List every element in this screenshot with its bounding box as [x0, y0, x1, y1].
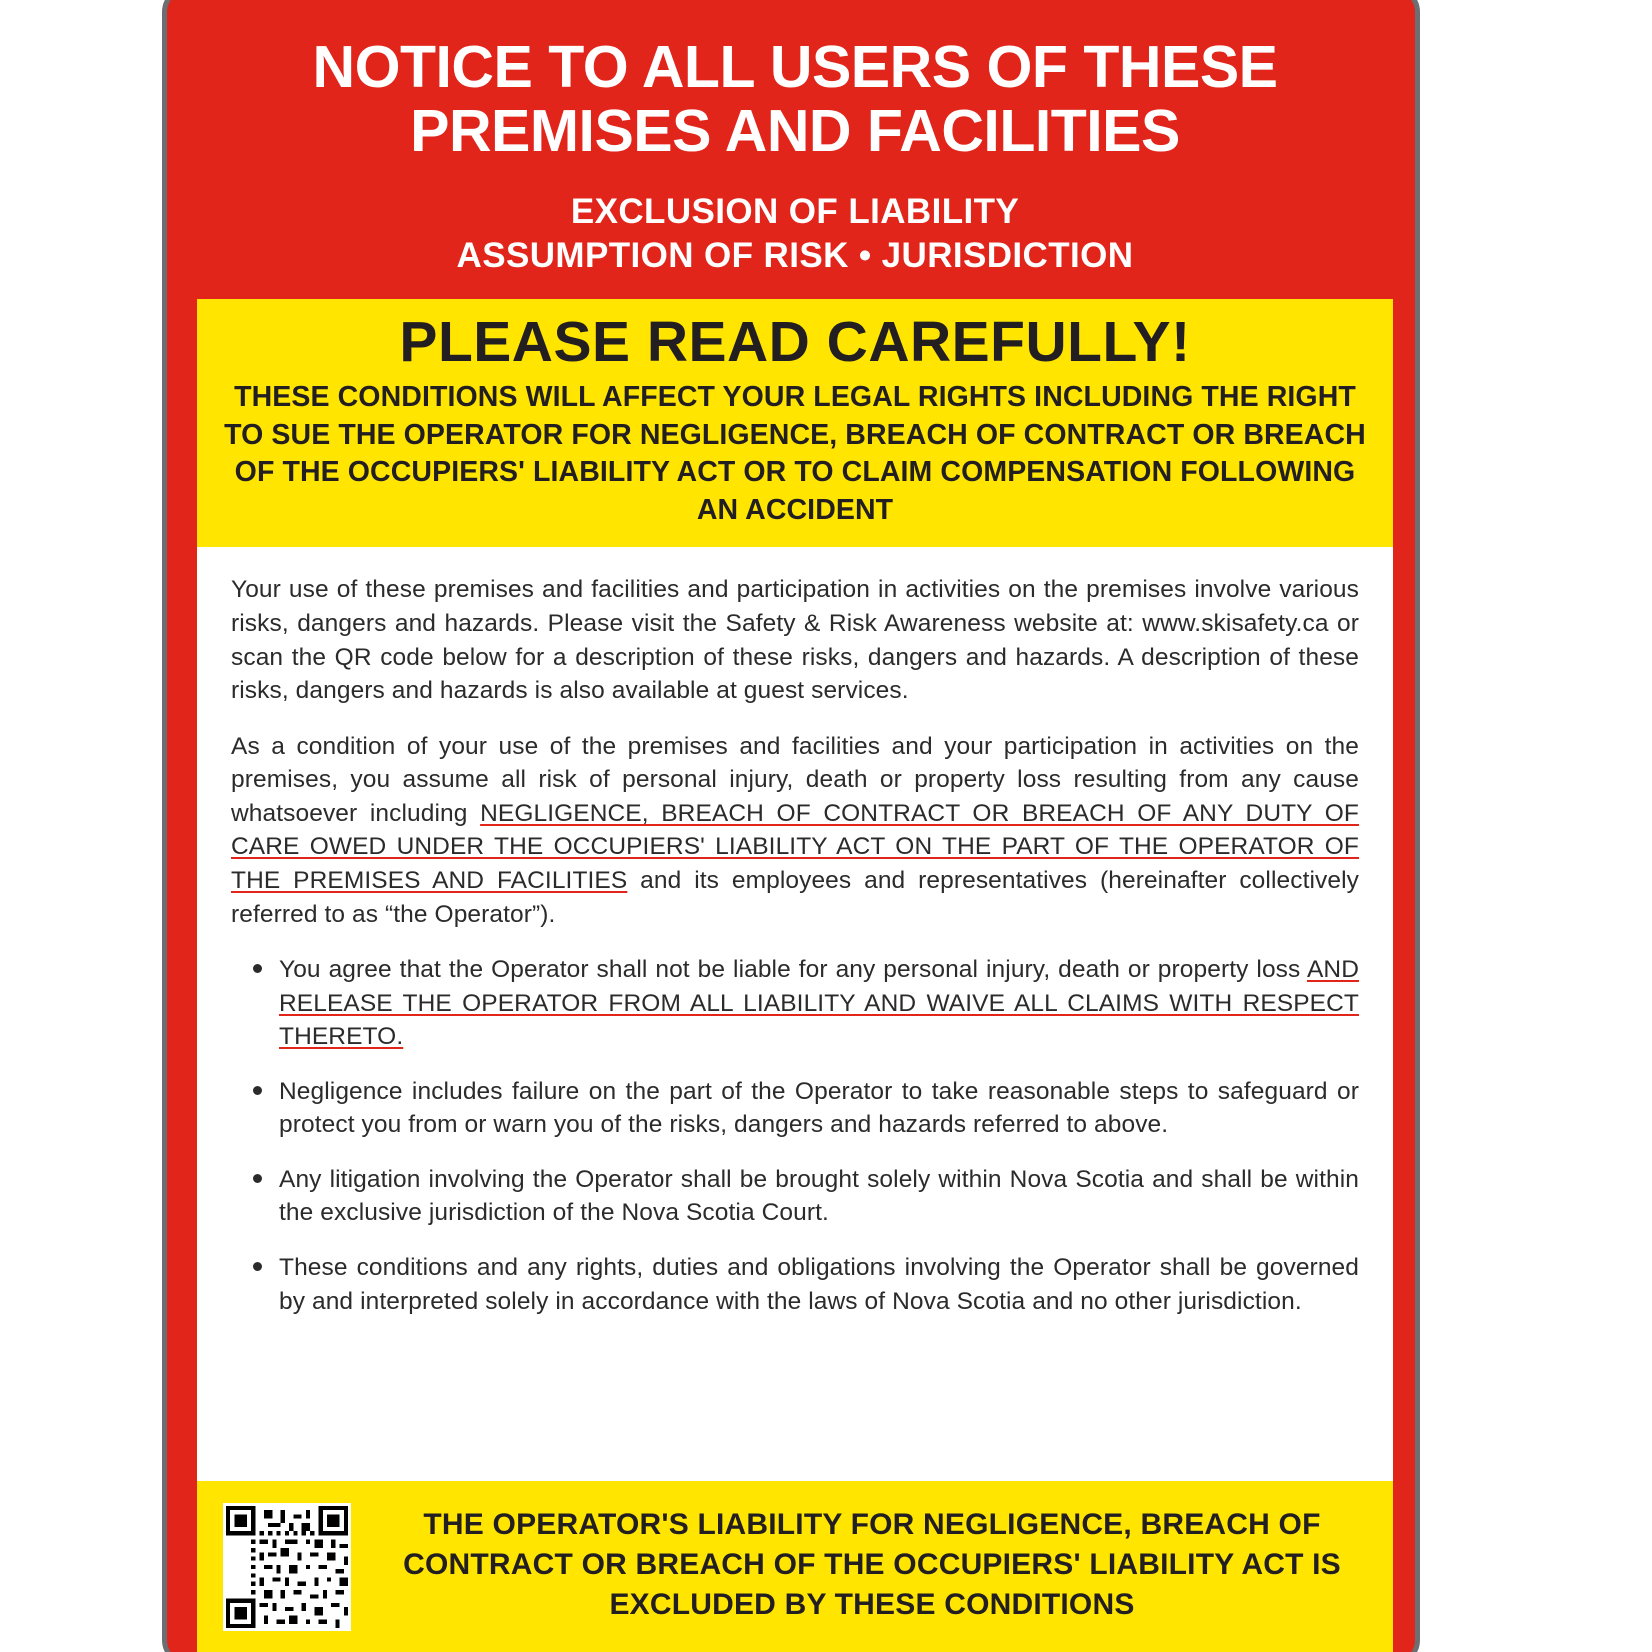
- warning-sign-panel: [162, 0, 1420, 1652]
- conditions-bullet-list: [231, 953, 1359, 1318]
- list-item: Negligence includes failure on the part of the Operator to take reasonable steps to safeguard or protect you from or warn you of the risks, dangers and hazards referred to above.: [231, 1075, 1359, 1142]
- sign-body: [197, 547, 1393, 1481]
- read-carefully-banner: [197, 299, 1393, 547]
- body-paragraph-2: [231, 730, 1359, 931]
- sign-subtitle-line-2: ASSUMPTION OF RISK • JURISDICTION: [456, 236, 1134, 276]
- bullet-1-lead: You agree that the Operator shall not be liable for any personal injury, death or property loss: [279, 956, 1307, 984]
- sign-header: [197, 17, 1393, 299]
- sign-subtitle-line-1: EXCLUSION OF LIABILITY: [570, 191, 1020, 231]
- sign-title: NOTICE TO ALL USERS OF THESE PREMISES AND FACILITIES: [312, 34, 1278, 165]
- bullet-1-underlined: AND RELEASE THE OPERATOR FROM ALL LIABILITY AND WAIVE ALL CLAIMS WITH RESPECT THERETO.: [279, 956, 1359, 1051]
- list-item: [231, 953, 1359, 1054]
- body-paragraph-1: Your use of these premises and facilities and participation in activities on the premises involve various risks, dangers and hazards. Please visit the Safety & Risk Awareness website at: www.skisafety.ca or scan the QR code below for a description of these risks, dangers and hazards. A description of these risks, dangers and hazards is also available at guest services.: [231, 576, 1359, 705]
- sign-subtitle: [217, 190, 1373, 280]
- list-item: Any litigation involving the Operator shall be brought solely within Nova Scotia and shall be within the exclusive jurisdiction of the Nova Scotia Court.: [231, 1163, 1359, 1230]
- list-item: These conditions and any rights, duties and obligations involving the Operator shall be governed by and interpreted solely in accordance with the laws of Nova Scotia and no other jurisdiction.: [231, 1251, 1359, 1318]
- qr-code-icon[interactable]: [223, 1503, 351, 1631]
- sign-content: [197, 17, 1393, 1652]
- paragraph-2-tail: and its employees and representatives (hereinafter collectively referred to as “the Operator”).: [231, 866, 1359, 928]
- read-carefully-heading: PLEASE READ CAREFULLY!: [399, 310, 1191, 375]
- paragraph-2-lead: As a condition of your use of the premises and facilities and your participation in activities on the premises, you assume all risk of personal injury, death or property loss resulting from any cause whatsoever including: [231, 732, 1359, 827]
- conditions-warning-text: THESE CONDITIONS WILL AFFECT YOUR LEGAL RIGHTS INCLUDING THE RIGHT TO SUE THE OPERATOR FOR NEGLIGENCE, BREACH OF CONTRACT OR BREACH OF THE OCCUPIERS' LIABILITY ACT OR TO CLAIM COMPENSATION FOLLOWING AN ACCIDENT: [224, 381, 1366, 526]
- sign-footer: [197, 1481, 1393, 1652]
- paragraph-2-underlined: NEGLIGENCE, BREACH OF CONTRACT OR BREACH OF ANY DUTY OF CARE OWED UNDER THE OCCUPIERS' LIABILITY ACT ON THE PART OF THE OPERATOR OF THE PREMISES AND FACILITIES: [231, 799, 1360, 894]
- footer-exclusion-text: THE OPERATOR'S LIABILITY FOR NEGLIGENCE, BREACH OF CONTRACT OR BREACH OF THE OCCUPIERS' LIABILITY ACT IS EXCLUDED BY THESE CONDITIONS: [403, 1508, 1341, 1621]
